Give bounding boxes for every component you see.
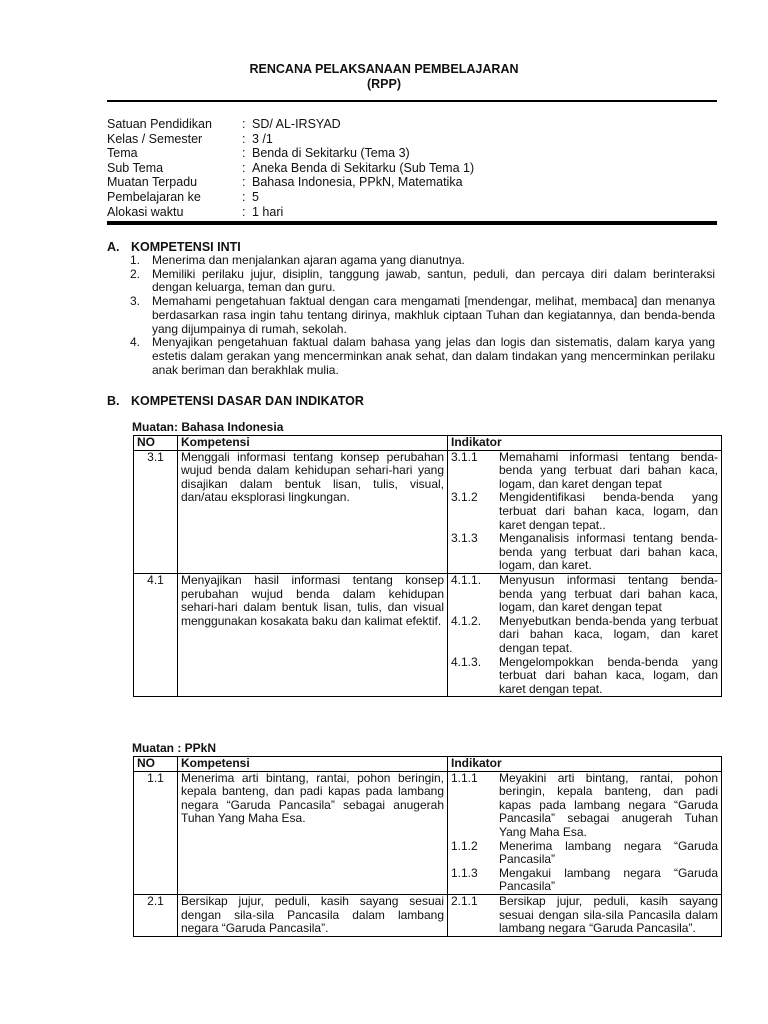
column-header-no: NO — [134, 436, 178, 451]
identity-row: Pembelajaran ke : 5 — [107, 189, 259, 204]
identity-row: Satuan Pendidikan : SD/ AL-IRSYAD — [107, 117, 341, 131]
cell-no: 2.1 — [134, 894, 178, 936]
identity-row: Tema : Benda di Sekitarku (Tema 3) — [107, 146, 410, 161]
cell-kompetensi: Menerima arti bintang, rantai, pohon beringin, kepala banteng, dan padi kapas pada lambang negara “Garuda Pancasila” sebagai anugerah Tuhan Yang Maha Esa. — [178, 771, 448, 894]
table-ppkn — [133, 756, 722, 937]
identity-row: Muatan Terpadu : Bahasa Indonesia, PPkN, Matematika — [107, 175, 463, 190]
cell-kompetensi: Menggali informasi tentang konsep perubahan wujud benda dalam kehidupan sehari-hari yang disajikan dalam bentuk lisan, tulis, visual, dan/atau eksplorasi lingkungan. — [178, 450, 448, 573]
identity-value: Benda di Sekitarku (Tema 3) — [252, 146, 410, 161]
cell-indikator — [448, 771, 722, 894]
section-b-heading: B. KOMPETENSI DASAR DAN INDIKATOR — [107, 394, 364, 408]
indicator-item: 1.1.1 Meyakini arti bintang, rantai, pohon beringin, kepala banteng, dan padi kapas pada lambang negara “Garuda Pancasila” sebagai anugerah Tuhan Yang Maha Esa. — [451, 770, 718, 839]
cell-indikator — [448, 894, 722, 936]
cell-kompetensi: Menyajikan hasil informasi tentang konsep perubahan wujud benda dalam kehidupan sehari-hari dalam bentuk lisan, tulis, dan visual menggunakan kosakata baku dan kalimat efektif. — [178, 573, 448, 696]
list-item: 4. Menyajikan pengetahuan faktual dalam bahasa yang jelas dan logis dan sistematis, dalam karya yang estetis dalam gerakan yang mencerminkan anak sehat, dan dalam tindakan yang mencerminkan perilaku anak beriman dan berakhlak mulia. — [130, 335, 715, 377]
table-caption-bahasa-indonesia: Muatan: Bahasa Indonesia — [132, 420, 284, 434]
indicator-item: 1.1.2 Menerima lambang negara “Garuda Pancasila” — [451, 838, 718, 867]
identity-value: 1 hari — [252, 204, 284, 219]
list-item: 1. Menerima dan menjalankan ajaran agama yang dianutnya. — [130, 253, 465, 267]
column-header-no: NO — [134, 757, 178, 772]
table-caption-ppkn: Muatan : PPkN — [132, 741, 217, 755]
cell-indikator — [448, 573, 722, 696]
document-title: RENCANA PELAKSANAAN PEMBELAJARAN — [249, 62, 519, 76]
indicator-item: 3.1.2 Mengidentifikasi benda-benda yang terbuat dari bahan kaca, logam, dan karet dengan tepat.. — [451, 490, 718, 532]
column-header-kompetensi: Kompetensi — [178, 436, 448, 451]
cell-no: 4.1 — [134, 573, 178, 696]
identity-block — [107, 117, 474, 219]
indicator-item: 4.1.3. Mengelompokkan benda-benda yang terbuat dari bahan kaca, logam, dan karet dengan tepat. — [451, 654, 718, 696]
identity-value: Aneka Benda di Sekitarku (Sub Tema 1) — [252, 160, 475, 175]
document-subtitle: (RPP) — [366, 77, 402, 91]
indicator-item: 4.1.1. Menyusun informasi tentang benda-benda yang terbuat dari bahan kaca, logam, dan karet dengan tepat — [451, 572, 718, 615]
identity-value: 5 — [252, 189, 259, 204]
table-row — [134, 450, 722, 573]
table-header-row — [134, 436, 722, 451]
identity-value: 3 /1 — [252, 131, 273, 146]
identity-row: Kelas / Semester : 3 /1 — [107, 131, 273, 146]
identity-row: Alokasi waktu : 1 hari — [107, 204, 284, 219]
identity-divider — [107, 221, 717, 225]
header-divider — [107, 100, 717, 102]
cell-no: 3.1 — [134, 450, 178, 573]
section-a-heading: A. KOMPETENSI INTI — [107, 240, 241, 254]
indicator-item: 3.1.1 Memahami informasi tentang benda-benda yang terbuat dari bahan kaca, logam, dan karet dengan tepat — [451, 449, 718, 491]
indicator-item: 3.1.3 Menganalisis informasi tentang benda-benda yang terbuat dari bahan kaca, logam, dan karet. — [451, 531, 718, 573]
table-row — [134, 771, 722, 894]
table-header-row — [134, 757, 722, 772]
identity-value: SD/ AL-IRSYAD — [252, 117, 341, 131]
table-row — [134, 573, 722, 696]
identity-value: Bahasa Indonesia, PPkN, Matematika — [252, 175, 463, 190]
kompetensi-inti-list — [130, 254, 715, 377]
table-row — [134, 894, 722, 936]
table-bahasa-indonesia — [133, 435, 722, 697]
indicator-item: 1.1.3 Mengakui lambang negara “Garuda Pancasila” — [451, 865, 718, 894]
column-header-indikator: Indikator — [448, 757, 722, 772]
list-item: 3. Memahami pengetahuan faktual dengan cara mengamati [mendengar, melihat, membaca] dan menanya berdasarkan rasa ingin tahu tentang dirinya, makhluk ciptaan Tuhan dan kegiatannya, dan benda-benda yang dijumpainya di rumah, sekolah. — [130, 294, 715, 336]
column-header-indikator: Indikator — [448, 436, 722, 451]
cell-indikator — [448, 450, 722, 573]
identity-row: Sub Tema : Aneka Benda di Sekitarku (Sub Tema 1) — [107, 160, 475, 175]
column-header-kompetensi: Kompetensi — [178, 757, 448, 772]
cell-no: 1.1 — [134, 771, 178, 894]
list-item: 2. Memiliki perilaku jujur, disiplin, tanggung jawab, santun, peduli, dan percaya diri dalam berinteraksi dengan keluarga, teman dan guru. — [130, 266, 715, 295]
indicator-item: 2.1.1 Bersikap jujur, peduli, kasih sayang sesuai dengan sila-sila Pancasila dalam lambang negara “Garuda Pancasila”. — [451, 893, 718, 936]
cell-kompetensi: Bersikap jujur, peduli, kasih sayang sesuai dengan sila-sila Pancasila dalam lambang negara “Garuda Pancasila”. — [178, 894, 448, 936]
indicator-item: 4.1.2. Menyebutkan benda-benda yang terbuat dari bahan kaca, logam, dan karet dengan tepat. — [451, 613, 718, 655]
